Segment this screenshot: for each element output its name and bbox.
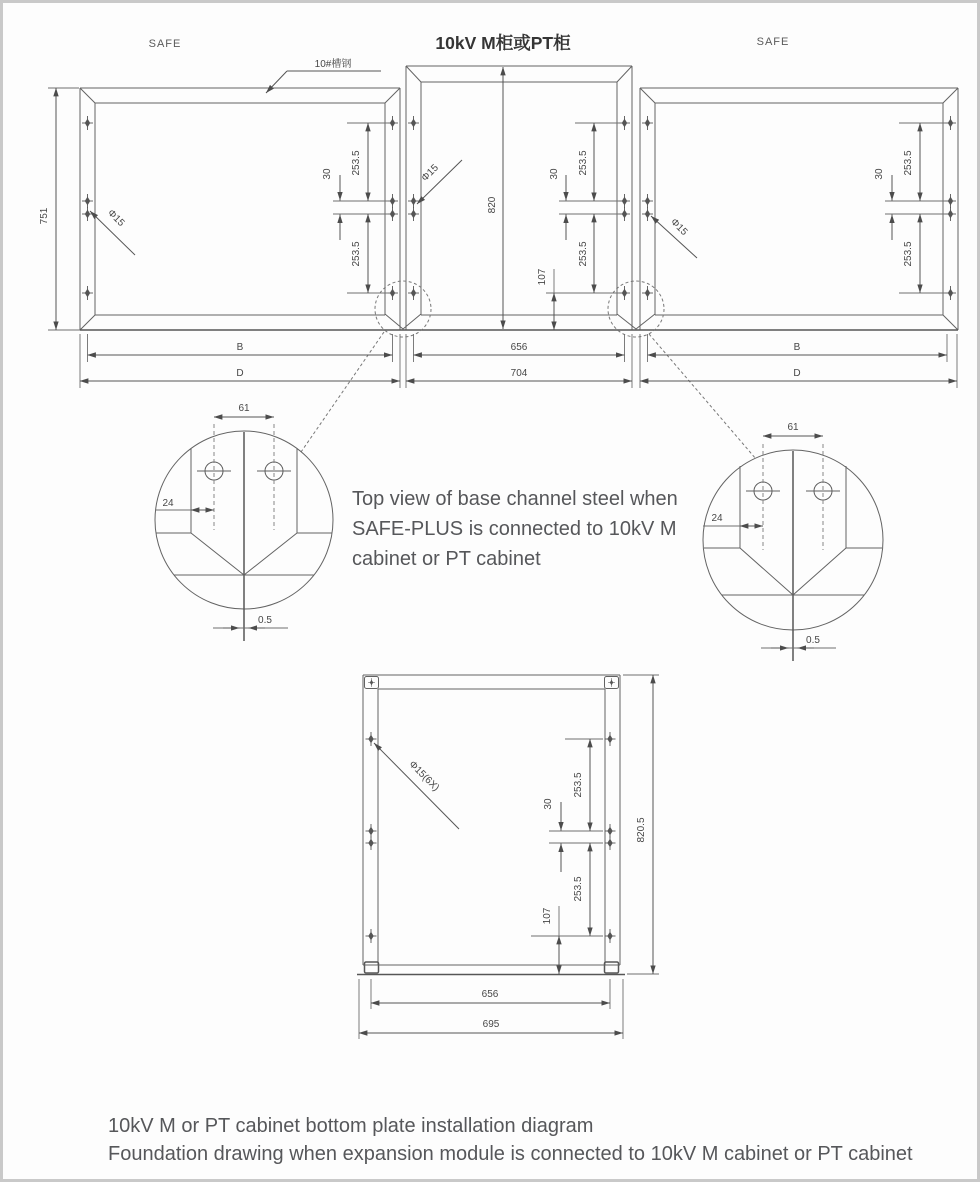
dim-left-width-inner: B [236,342,244,353]
rail-end-caps [365,677,619,974]
dim-left-width-outer: D [236,368,244,379]
left-cabinet-frame [80,88,400,330]
detail-view-left [155,403,333,641]
dim-middle-height: 820 [487,196,498,214]
dim-detail-right-hole-spacing: 61 [787,422,799,433]
dim-middle-bottom-offset: 107 [537,268,548,286]
dim-left-span-bottom: 253.5 [351,241,362,267]
detail-note: Top view of base channel steel when SAFE-PLUS is connected to 10kV M cabinet or PT cabinet [352,488,678,570]
dim-middle-span-bottom: 253.5 [578,241,589,267]
caption-line1: 10kV M or PT cabinet bottom plate installation diagram [108,1115,594,1137]
dim-bottom-offset: 107 [542,907,553,925]
safe-label-right: SAFE [756,36,790,48]
anchor-holes [82,116,956,300]
dim-left-height: 751 [39,207,50,225]
dim-detail-right-joint-gap: 0.5 [806,635,820,646]
dim-detail-left-hole-spacing: 61 [238,403,250,414]
height-dimensions [39,67,503,330]
installation-drawing [3,3,980,1182]
middle-cabinet-frame [406,66,632,330]
dim-right-span-bottom: 253.5 [903,241,914,267]
detail-view-right [703,422,883,661]
dim-detail-left-joint-gap: 0.5 [258,615,272,626]
dim-detail-right-edge-offset: 24 [711,513,723,524]
top-assembly-drawing [39,57,958,459]
right-cabinet-frame [640,88,958,330]
safe-label-left: SAFE [148,38,182,50]
dim-middle-span-top: 253.5 [578,150,589,176]
dim-middle-hole-gap: 30 [549,168,560,180]
detail-callouts [301,281,756,459]
dim-left-hole-gap: 30 [322,168,333,180]
dim-bottom-span-bottom: 253.5 [573,876,584,902]
dim-detail-left-edge-offset: 24 [162,498,174,509]
dim-middle-width-inner: 656 [510,342,528,353]
anchor-holes-bottom [366,732,616,943]
bottom-plate-drawing [357,675,659,1039]
dim-middle-width-outer: 704 [510,368,528,379]
caption-line2: Foundation drawing when expansion module is connected to 10kV M cabinet or PT cabinet [108,1143,913,1165]
dim-right-span-top: 253.5 [903,150,914,176]
bottom-plate-frame [363,675,620,965]
dim-right-hole-gap: 30 [874,168,885,180]
page-title: 10kV M柜或PT柜 [435,33,571,53]
dim-right-width-inner: B [793,342,801,353]
dim-middle-hole-dia: Φ15 [419,162,441,184]
middle-cabinet-hole-dims [417,123,619,330]
width-dimensions [80,334,957,388]
dim-bottom-span-top: 253.5 [573,772,584,798]
dim-left-hole-dia: Φ15 [105,207,127,229]
left-cabinet-hole-dims [90,123,388,293]
dim-left-span-top: 253.5 [351,150,362,176]
dim-right-hole-dia: Φ15 [668,216,690,238]
dim-bottom-height: 820.5 [636,817,647,843]
dim-bottom-hole-gap: 30 [543,798,554,810]
dim-bottom-width-inner: 656 [481,989,499,1000]
right-cabinet-hole-dims [651,123,945,293]
dim-bottom-hole-dia: Φ15(6X) [406,758,442,794]
dim-bottom-width-outer: 695 [482,1019,500,1030]
dim-right-width-outer: D [793,368,801,379]
channel-steel-label: 10#槽钢 [314,59,352,70]
